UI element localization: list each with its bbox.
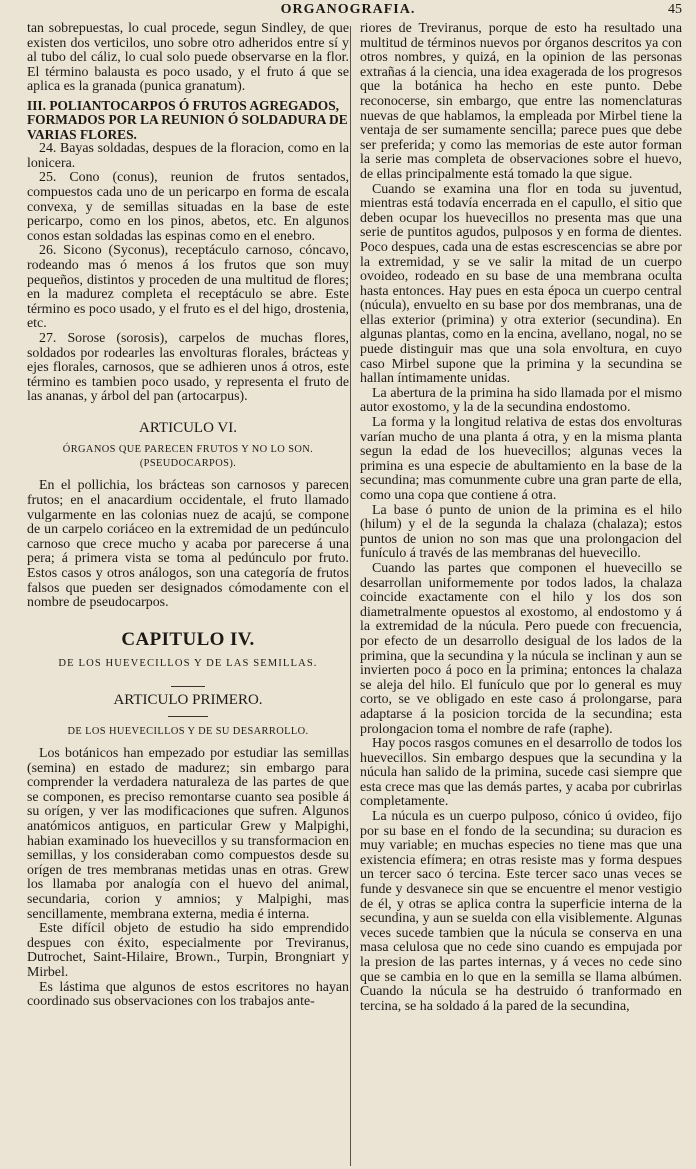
divider-rule <box>168 716 208 717</box>
right-column <box>360 22 682 1169</box>
paragraph-24: 24. Bayas soldadas, despues de la floracion, como en la lonicera. <box>27 141 349 171</box>
paragraph-25: 25. Cono (conus), reunion de frutos sentados, compuestos cada uno de un pericarpo en forma de escala convexa, y de semillas situadas en la base de este pericarpo, como en los pinos, abetos, etc. En algunos conos estan soldadas las espinas como en el enebro. <box>27 170 349 244</box>
chapter-subheading: DE LOS HUEVECILLOS Y DE LAS SEMILLAS. <box>58 658 318 670</box>
paragraph: Los botánicos han empezado por estudiar las semillas (semina) en estado de madurez; sin embargo para comprender la verdadera naturaleza de las partes de que se componen, es preciso remontarse cuanto sea posible á su orígen, y ver las modificaciones que sufren. Algunos anatómicos antiguos, en particular Grew y Malpighi, habian examinado los huevecillos y su transformacion en semillas, y los consideraban como compuestos desde su orígen de tres membranas metidas unas en otras. Grew los llamaba por analogía con el huevo del animal, secundaria, corion y amnios; y Malpighi, mas sencillamente, membrana externa, media é interna. <box>27 746 349 922</box>
chapter-heading: CAPITULO IV. <box>121 628 255 650</box>
article-heading: ARTICULO PRIMERO. <box>113 692 263 708</box>
paragraph: Cuando se examina una flor en toda su juventud, mientras está todavía encerrada en el capullo, el sitio que deben ocupar los huevecillos no presenta mas que una serie de puntitos agudos, pulposos y en forma de dientes. Poco despues, cada una de estas escrescencias se abre por la extremidad, y se ve salir la mitad de un cuerpo ovoideo, rodeado en su base de una membrana oculta hasta entonces. Hay pues en esta época un cuerpo central (núcula), envuelto en su base por dos membranas, una de ellas exterior (primina) y otra exterior (secundina). En algunas plantas, como en la encina, avellano, nogal, no se puede distinguir mas que una sola envoltura, en cuyo caso Mirbel supone que la primina y la secundina se hallan íntimamente unidas. <box>360 181 682 387</box>
paragraph: La forma y la longitud relativa de estas dos envolturas varían mucho de una planta á otra, y en la misma planta segun la edad de los huevecillos; algunas veces la primina es una especie de abultamiento en la base de la secundina; mas comunmente cubre una gran parte de ella, como una copa que contiene á otra. <box>360 415 682 503</box>
paragraph: Cuando las partes que componen el huevecillo se desarrollan uniformemente por todos lados, la chalaza coincide exactamente con el hilo y los dos son diametralmente opuestos al exostomo, al endostomo y á la extremidad de la núcula. Pero puede con frecuencia, por efecto de un desarrollo desigual de los lados de la primina, que la secundina y la núcula se inclinan y aun se invierten poco á poco en la primina; entonces la chalaza se aleja del hilo. El funículo que por lo general es muy corto, se ve obligado en este caso á prolongarse, para adaptarse á la posicion torcida de la secundina; esta prolongacion toma el nombre de rafe (raphe). <box>360 560 682 737</box>
paragraph: Hay pocos rasgos comunes en el desarrollo de todos los huevecillos. Sin embargo despues que la secundina y la núcula han salido de la primina, sucede casi siempre que esta crece mas que las demás partes, y acaba por cubrirlas completamente. <box>360 736 682 810</box>
article-subheading: ÓRGANOS QUE PARECEN FRUTOS Y NO LO SON. (PSEUDOCARPOS). <box>62 444 314 469</box>
paragraph: riores de Treviranus, porque de esto ha resultado una multitud de términos nuevos por órganos descritos ya con otros nombres, y quizá, en la opinion de las personas extrañas á la ciencia, una idea exagerada de los progresos que la botánica ha hecho en este punto. Debe reconocerse, sin embargo, que entre las nomenclaturas nuevas de que hablamos, la empleada por Mirbel tiene la ventaja de ser sumamente sencilla; parece pues que debe ser preferida; y como las memorias de este autor forman la serie mas completa de observaciones sobre el huevo, de ellas principalmente está tomado la que sigue. <box>360 22 682 182</box>
paragraph: En el pollichia, los brácteas son carnosos y parecen frutos; en el anacardium occidentale, el fruto llamado vulgarmente en las colonias nuez de acajú, se compone de un carpelo coriáceo en la extremidad de un pedúnculo carnoso que crece mucho y acaba por parecerse á una pera; á primera vista se toma al pedúnculo por fruto. Estos casos y otros análogos, son una categoría de frutos falsos que pueden ser designados cómodamente con el nombre de pseudocarpos. <box>27 478 349 611</box>
paragraph: Este difícil objeto de estudio ha sido emprendido despues con éxito, especialmente por Treviranus, Dutrochet, Saint-Hilaire, Brown., Turpin, Brongniart y Mirbel. <box>27 921 349 980</box>
paragraph-26: 26. Sicono (Syconus), receptáculo carnoso, cóncavo, rodeando mas ó menos á los frutos que son muy pequeños, distintos y proceden de una multitud de flores; en la madurez completa el receptáculo se abre. Este término es poco usado, y el fruto es el del higo, drostenia, etc. <box>27 243 349 332</box>
paragraph: La base ó punto de union de la primina es el hilo (hilum) y el de la segunda la chalaza (chalaza); estos puntos de union no son mas que una prolongacion del funículo á través de las membranas del huevecillo. <box>360 502 682 562</box>
paragraph: tan sobrepuestas, lo cual procede, segun Sindley, de que existen dos verticilos, uno sobre otro adheridos entre sí y al tubo del cáliz, lo cual solo puede observarse en la flor. El término balausta es poco usado, y el fruto á que se aplica es la granada (punica granatum). <box>27 22 349 95</box>
section-heading: III. POLIANTOCARPOS Ó FRUTOS AGREGADOS, FORMADOS POR LA REUNION Ó SOLDADURA DE VARIAS FLORES. <box>27 97 348 142</box>
running-head-title: ORGANOGRAFIA. <box>280 2 416 17</box>
paragraph: La núcula es un cuerpo pulposo, cónico ú ovideo, fijo por su base en el fondo de la secundina; su duracion es muy variable; en muchas especies no tiene mas que una existencia efímera; en otras resiste mas y forma despues un tercer saco ó tercina. Este tercer saco unas veces se funde y desvanece sin que se encuentre el menor vestigio de él, y otras se aplica contra la superficie interna de la secundina, y aun se suelda con ella visiblemente. Algunas veces sucede tambien que la núcula se conserva en una masa celulosa que no cede sino cuando es empujada por la presion de las partes internas, y á veces no cede sino que se cambia en lo que en la semilla se llama albúmen. Cuando la núcula se ha destruido ó tranformado en tercina, se ha soldado á la pared de la secundina, <box>360 809 682 1014</box>
column-divider <box>350 26 351 1166</box>
paragraph: La abertura de la primina ha sido llamada por el mismo autor exostomo, y la de la secundina endostomo. <box>360 385 682 416</box>
running-head <box>0 2 696 20</box>
article-subheading: DE LOS HUEVECILLOS Y DE SU DESARROLLO. <box>67 725 309 737</box>
paragraph-27: 27. Sorose (sorosis), carpelos de muchas flores, soldados por rodearles las envolturas florales, brácteas y ejes florales, carnosos, que se adhieren unos á otros, este término es tambien poco usado, y representa el fruto de las ananas, y árbol del pan (artocarpus). <box>27 330 349 405</box>
article-heading: ARTICULO VI. <box>139 419 237 436</box>
page-number: 45 <box>668 2 682 17</box>
paragraph: Es lástima que algunos de estos escritores no hayan coordinado sus observaciones con los trabajos ante- <box>27 979 349 1010</box>
left-column <box>27 22 349 1169</box>
divider-rule <box>171 686 205 687</box>
